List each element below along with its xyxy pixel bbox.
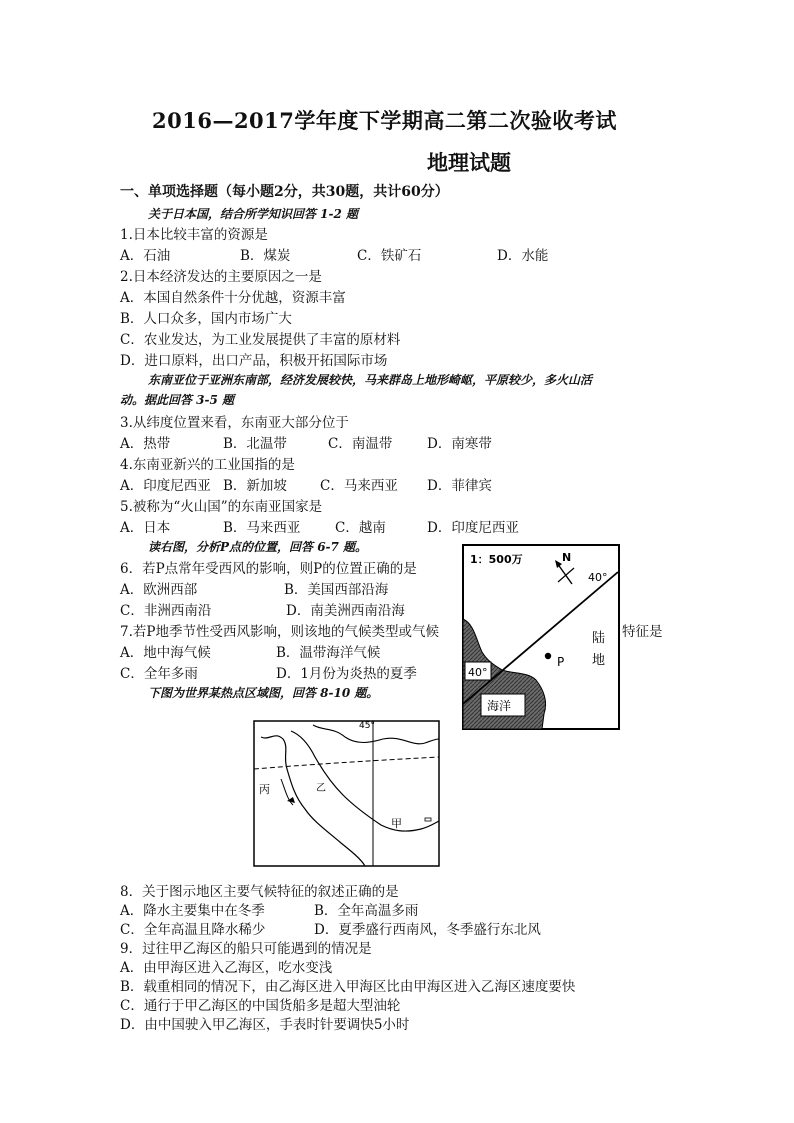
map1-point-p-dot	[545, 653, 551, 659]
q9-option-c: C．通行于甲乙海区的中国货船多是超大型油轮	[120, 998, 401, 1014]
q1-option-d: D．水能	[497, 248, 549, 264]
q7-stem-tail: 特征是	[622, 624, 663, 640]
q8-option-a: A．降水主要集中在冬季	[120, 903, 265, 919]
map1-north-label: N	[562, 551, 572, 564]
q6-option-d: D．南美洲西南沿海	[286, 603, 405, 619]
map1-land-char1: 陆	[592, 631, 606, 646]
q4-option-b: B．新加坡	[223, 478, 287, 494]
map-p-point	[462, 544, 620, 731]
q8-option-c: C．全年高温且降水稀少	[120, 922, 266, 938]
intro-japan: 关于日本国，结合所学知识回答 1-2 题	[148, 207, 359, 221]
q2-option-d: D．进口原料，出口产品，积极开拓国际市场	[120, 353, 388, 369]
q3-option-a: A．热带	[120, 436, 171, 452]
q5-option-d: D．印度尼西亚	[427, 520, 519, 536]
q2-option-a: A．本国自然条件十分优越，资源丰富	[120, 290, 346, 306]
q5-option-a: A．日本	[120, 520, 171, 536]
q1-option-a: A．石油	[120, 248, 171, 264]
q3-stem: 3.从纬度位置来看，东南亚大部分位于	[120, 415, 349, 431]
q6-option-b: B．美国西部沿海	[284, 582, 389, 598]
q9-option-b: B．载重相同的情况下，由乙海区进入甲海区比由甲海区进入乙海区速度要快	[120, 979, 576, 995]
map1-angle-left: 40°	[468, 666, 488, 679]
q5-stem: 5.被称为“火山国”的东南亚国家是	[120, 499, 323, 515]
q7-option-d: D．1月份为炎热的夏季	[276, 666, 417, 682]
q8-option-b: B．全年高温多雨	[314, 903, 419, 919]
map2-label-jia: 甲	[391, 817, 402, 830]
q1-stem: 1.日本比较丰富的资源是	[120, 227, 268, 243]
map1-angle-top: 40°	[588, 571, 608, 584]
q9-option-a: A．由甲海区进入乙海区，吃水变浅	[120, 960, 333, 976]
q9-option-d: D．由中国驶入甲乙海区，手表时针要调快5小时	[120, 1017, 410, 1033]
q6-stem: 6．若P点常年受西风的影响，则P的位置正确的是	[120, 561, 417, 577]
q1-option-c: C．铁矿石	[357, 248, 422, 264]
map1-point-p-label: P	[557, 655, 565, 669]
q2-option-c: C．农业发达，为工业发展提供了丰富的原材料	[120, 332, 401, 348]
q8-stem: 8．关于图示地区主要气候特征的叙述正确的是	[120, 884, 399, 900]
map2-longitude-label: 45°	[359, 721, 375, 731]
q2-stem: 2.日本经济发达的主要原因之一是	[120, 269, 322, 285]
section-heading: 一、单项选择题（每小题2分，共30题，共计60分）	[120, 184, 449, 200]
intro-southeast-asia: 东南亚位于亚洲东南部，经济发展较快，马来群岛上地形崎岖，平原较少，多火山活	[148, 373, 593, 387]
q7-option-b: B．温带海洋气候	[276, 645, 381, 661]
map1-scale: 1：500万	[470, 553, 523, 566]
q4-option-d: D．菲律宾	[427, 478, 492, 494]
q4-option-a: A．印度尼西亚	[120, 478, 211, 494]
q6-option-c: C．非洲西南沿	[120, 603, 212, 619]
map-hotspot-region	[253, 717, 440, 867]
intro-map2: 下图为世界某热点区域图，回答 8-10 题。	[148, 686, 379, 700]
exam-title: 2016—2017学年度下学期高二第二次验收考试	[152, 108, 617, 133]
q4-stem: 4.东南亚新兴的工业国指的是	[120, 457, 295, 473]
q7-option-a: A．地中海气候	[120, 645, 211, 661]
q2-option-b: B．人口众多，国内市场广大	[120, 311, 292, 327]
map1-sea-label: 海洋	[487, 699, 512, 713]
intro-southeast-asia-cont: 动。据此回答 3-5 题	[120, 393, 235, 407]
q5-option-c: C．越南	[335, 520, 386, 536]
map2-label-bing: 丙	[259, 783, 270, 796]
q3-option-c: C．南温带	[328, 436, 393, 452]
intro-map1: 读右图，分析P点的位置，回答 6-7 题。	[148, 540, 368, 554]
map2-label-yi: 乙	[316, 783, 326, 794]
q5-option-b: B．马来西亚	[223, 520, 301, 536]
q8-option-d: D．夏季盛行西南风，冬季盛行东北风	[314, 922, 541, 938]
q7-option-c: C．全年多雨	[120, 666, 198, 682]
exam-subtitle: 地理试题	[427, 150, 511, 175]
q1-option-b: B．煤炭	[240, 248, 291, 264]
q3-option-d: D．南寒带	[427, 436, 492, 452]
q9-stem: 9．过往甲乙海区的船只可能遇到的情况是	[120, 941, 372, 957]
q3-option-b: B．北温带	[223, 436, 287, 452]
q7-stem: 7.若P地季节性受西风影响，则该地的气候类型或气候	[120, 624, 439, 640]
map1-land-char2: 地	[592, 653, 606, 668]
q6-option-a: A．欧洲西部	[120, 582, 198, 598]
q4-option-c: C．马来西亚	[320, 478, 398, 494]
